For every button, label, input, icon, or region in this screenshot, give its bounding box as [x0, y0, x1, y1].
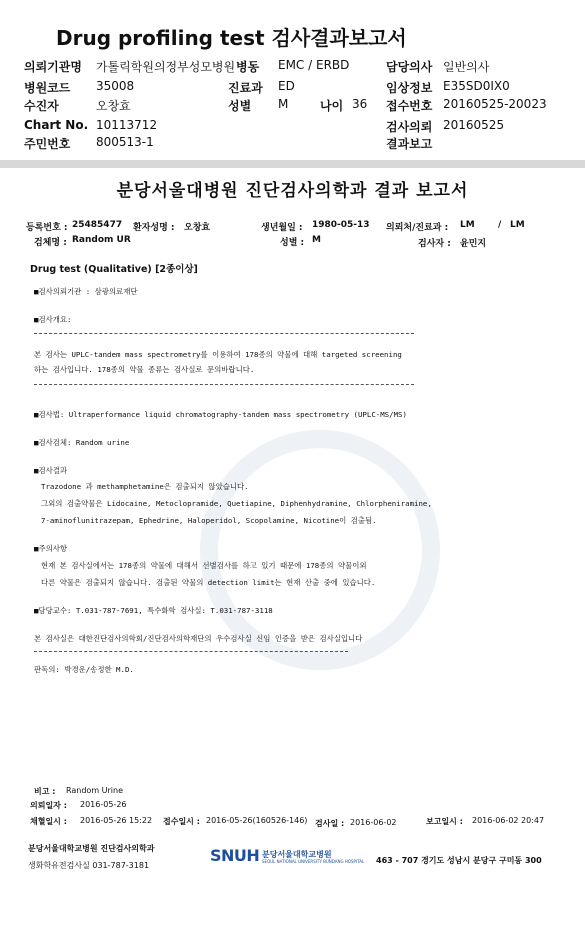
result-line-2: 그외의 검출약물은 Lidocaine, Metoclopramide, Quetiapine, Diphenhydramine, Chlorpheniramine,: [41, 499, 432, 508]
ward-value: EMC / ERBD: [278, 58, 350, 72]
org-label: 의뢰기관명: [24, 60, 82, 74]
result-label: 결과보고: [386, 137, 433, 151]
chart-value: 10113712: [96, 118, 158, 132]
receipt-value: 20160525-20023: [443, 97, 547, 111]
collect-value: 2016-05-26 15:22: [80, 816, 153, 825]
institution-line: ■검사의뢰기관 : 삼광의료재단: [34, 287, 138, 296]
dob-value: 1980-05-13: [312, 220, 370, 230]
age-value: 36: [352, 97, 368, 111]
age-label: 나이: [320, 99, 344, 113]
reqdate-label: 의뢰일자 :: [30, 801, 67, 810]
reg-value: 25485477: [72, 220, 123, 230]
clinical-label: 임상정보: [386, 81, 433, 95]
org-value: 가톨릭학원의정부성모병원: [96, 60, 236, 74]
request-value: 20160525: [443, 118, 505, 132]
caution-heading: ■주의사항: [34, 544, 68, 553]
result-heading: ■검사결과: [34, 466, 68, 475]
receive-label: 접수일시 :: [163, 817, 200, 826]
reqdate-value: 2016-05-26: [80, 800, 127, 809]
name-label: 환자성명 :: [133, 223, 175, 233]
snuh-logo-subtitle: 분당서울대학교병원: [262, 850, 332, 859]
tester-label: 검사자 :: [418, 239, 451, 249]
address: 463 - 707 경기도 성남시 분당구 구미동 300: [376, 856, 542, 865]
name-value: 오창효: [184, 223, 211, 233]
reportdate-value: 2016-06-02 20:47: [472, 816, 545, 825]
hospcode-label: 병원코드: [24, 81, 71, 95]
receipt-label: 접수번호: [386, 99, 433, 113]
hospcode-value: 35008: [96, 79, 135, 93]
overview-line-2: 하는 검사입니다. 178종의 약물 종류는 검사실로 문의바랍니다.: [34, 365, 255, 374]
report-sex-label: 성별 :: [280, 238, 305, 248]
snuh-logo: SNUH: [210, 846, 260, 865]
receive-value: 2016-05-26(160526-146): [206, 816, 308, 825]
report-title: 분당서울대병원 진단검사의학과 결과 보고서: [116, 181, 469, 201]
section-divider: [0, 160, 585, 168]
note-label: 비고 :: [34, 787, 56, 796]
ward-label: 병동: [236, 60, 260, 74]
dashed-rule: [34, 384, 414, 385]
overview-line-1: 본 검사는 UPLC-tandem mass spectrometry를 이용하여 178종의 약물에 대해 targeted screening: [34, 350, 402, 359]
rrn-value: 800513-1: [96, 135, 154, 149]
dashed-rule: [34, 333, 414, 334]
request-label: 검사의뢰: [386, 120, 433, 134]
tester-value: 윤민지: [460, 239, 487, 249]
chart-label: Chart No.: [24, 118, 89, 132]
specimen-label: 검체명 :: [34, 238, 67, 248]
dob-label: 생년월일 :: [261, 223, 303, 233]
lab-name: 생화학유전검사실 031-787-3181: [28, 861, 150, 870]
reg-label: 등록번호 :: [26, 223, 68, 233]
snuh-logo-subtitle-en: SEOUL NATIONAL UNIVERSITY BUNDANG HOSPITAL: [262, 859, 365, 864]
result-line-1: Trazodone 과 methamphetamine은 검출되지 않았습니다.: [41, 482, 249, 491]
clinical-value: E35SD0IX0: [443, 79, 510, 93]
sex-label: 성별: [228, 99, 252, 113]
rrn-label: 주민번호: [24, 137, 71, 151]
patient-value: 오창효: [96, 99, 131, 113]
testdate-label: 검사일 :: [315, 819, 345, 828]
report-sex-value: M: [312, 235, 321, 245]
note-value: Random Urine: [66, 786, 124, 795]
test-title: Drug test (Qualitative) [2종이상]: [30, 264, 198, 275]
dashed-rule: [34, 651, 348, 652]
reportdate-label: 보고일시 :: [426, 817, 463, 826]
request-dept-value: LM: [460, 220, 475, 230]
dept-value: ED: [278, 79, 295, 93]
caution-line-1: 현재 본 검사실에서는 178종의 약물에 대해서 선별검사를 하고 있기 때문에 178종의 약물이외: [41, 561, 367, 570]
result-line-3: 7-aminoflunitrazepam, Ephedrine, Haloperidol, Scopolamine, Nicotine이 검출됨.: [41, 516, 377, 525]
specimen-line: ■검사검체: Random urine: [34, 438, 130, 447]
dept-label: 진료과: [228, 81, 263, 95]
collect-label: 채혈일시 :: [30, 817, 67, 826]
reader-line: 판독의: 박경운/송정한 M.D.: [34, 665, 134, 674]
sex-value: M: [278, 97, 289, 111]
page-title: Drug profiling test 검사결과보고서: [56, 26, 407, 50]
request-dept-label: 의뢰처/진료과 :: [386, 223, 449, 233]
testdate-value: 2016-06-02: [350, 818, 397, 827]
request-dept-value2: LM: [510, 220, 525, 230]
specimen-value: Random UR: [72, 235, 131, 245]
certification-line: 본 검사실은 대한진단검사의학회/진단검사의학재단의 우수검사실 신임 인증을 받은 검사실입니다: [34, 634, 363, 643]
patient-label: 수진자: [24, 99, 59, 113]
dept-name: 분당서울대학교병원 진단검사의학과: [28, 844, 155, 853]
caution-line-2: 다른 약물은 검출되지 않습니다. 검출된 약물의 detection limit는 현재 산출 중에 있습니다.: [41, 578, 376, 587]
request-dept-sep: /: [498, 220, 502, 230]
overview-heading: ■검사개요:: [34, 315, 72, 324]
contact-line: ■담당교수: T.031-787-7691, 특수화학 검사실: T.031-787-3118: [34, 606, 273, 615]
doctor-value: 일반의사: [443, 60, 490, 74]
method-line: ■검사법: Ultraperformance liquid chromatography-tandem mass spectrometry (UPLC-MS/MS): [34, 410, 407, 419]
doctor-label: 담당의사: [386, 60, 433, 74]
